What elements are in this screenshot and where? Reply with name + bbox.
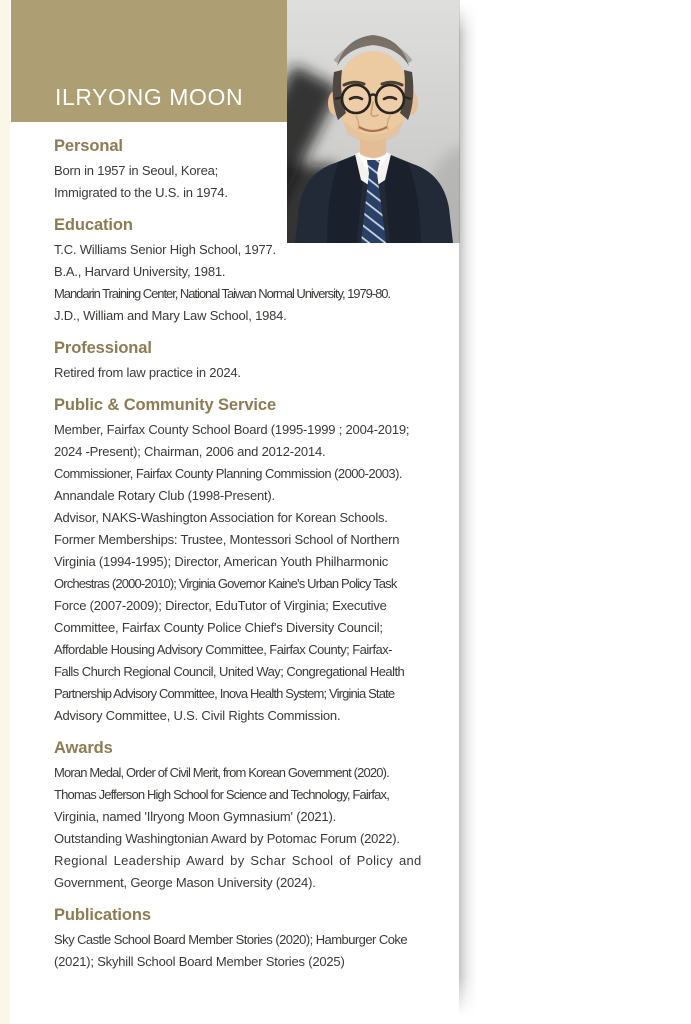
section-personal (54, 135, 436, 204)
bio-line: J.D., William and Mary Law School, 1984. (54, 308, 287, 323)
bio-line: 2024 -Present); Chairman, 2006 and 2012-2014. (54, 444, 326, 459)
bio-line: Force (2007-2009); Director, EduTutor of Virginia; Executive (54, 598, 387, 613)
bio-line: Affordable Housing Advisory Committee, Fairfax County; Fairfax- (54, 642, 392, 657)
section-education (54, 214, 436, 327)
page-edge-shadow (459, 4, 480, 1016)
page-title: ILRYONG MOON (55, 84, 244, 110)
bio-line: Committee, Fairfax County Police Chief's Diversity Council; (54, 620, 383, 635)
section-heading: Education (54, 216, 133, 234)
section-public-community-service (54, 394, 436, 727)
bio-line: Partnership Advisory Committee, Inova Health System; Virginia State (54, 686, 395, 701)
bio-line: Advisory Committee, U.S. Civil Rights Commission. (54, 708, 341, 723)
bio-line: Born in 1957 in Seoul, Korea; (54, 163, 219, 178)
bio-line: Mandarin Training Center, National Taiwan Normal University, 1979-80. (54, 286, 391, 301)
section-heading: Personal (54, 137, 123, 155)
bio-line: Orchestras (2000-2010); Virginia Governor Kaine's Urban Policy Task (54, 576, 397, 591)
section-heading: Awards (54, 739, 113, 757)
bio-line: Virginia, named 'Ilryong Moon Gymnasium' (2021). (54, 809, 336, 824)
section-publications (54, 904, 436, 973)
bio-line: Regional Leadership Award by Schar School of Policy and (54, 853, 422, 868)
bio-line: Annandale Rotary Club (1998-Present). (54, 488, 275, 503)
section-heading: Publications (54, 906, 151, 924)
bio-line: Member, Fairfax County School Board (1995-1999 ; 2004-2019; (54, 422, 410, 437)
bio-line: Commissioner, Fairfax County Planning Commission (2000-2003). (54, 466, 402, 481)
bio-line: Sky Castle School Board Member Stories (2020); Hamburger Coke (54, 932, 408, 947)
bio-line: T.C. Williams Senior High School, 1977. (54, 242, 276, 257)
bio-line: Outstanding Washingtonian Award by Potomac Forum (2022). (54, 831, 400, 846)
bio-content (54, 122, 436, 973)
bio-line: Advisor, NAKS-Washington Association for Korean Schools. (54, 510, 388, 525)
bio-line: Retired from law practice in 2024. (54, 365, 241, 380)
bio-line: Virginia (1994-1995); Director, American Youth Philharmonic (54, 554, 389, 569)
section-professional (54, 337, 436, 384)
bio-line: Falls Church Regional Council, United Way; Congregational Health (54, 664, 405, 679)
bio-line: Immigrated to the U.S. in 1974. (54, 185, 228, 200)
section-awards (54, 737, 436, 894)
section-heading: Professional (54, 339, 152, 357)
bio-line: B.A., Harvard University, 1981. (54, 264, 226, 279)
bio-line: Former Memberships: Trustee, Montessori School of Northern (54, 532, 400, 547)
bio-page (10, 0, 460, 1024)
section-heading: Public & Community Service (54, 396, 277, 414)
bio-line: (2021); Skyhill School Board Member Stories (2025) (54, 954, 345, 969)
bio-line: Government, George Mason University (2024). (54, 875, 316, 890)
title-band (11, 0, 287, 122)
bio-line: Thomas Jefferson High School for Science and Technology, Fairfax, (54, 787, 389, 802)
bio-line: Moran Medal, Order of Civil Merit, from Korean Government (2020). (54, 765, 389, 780)
